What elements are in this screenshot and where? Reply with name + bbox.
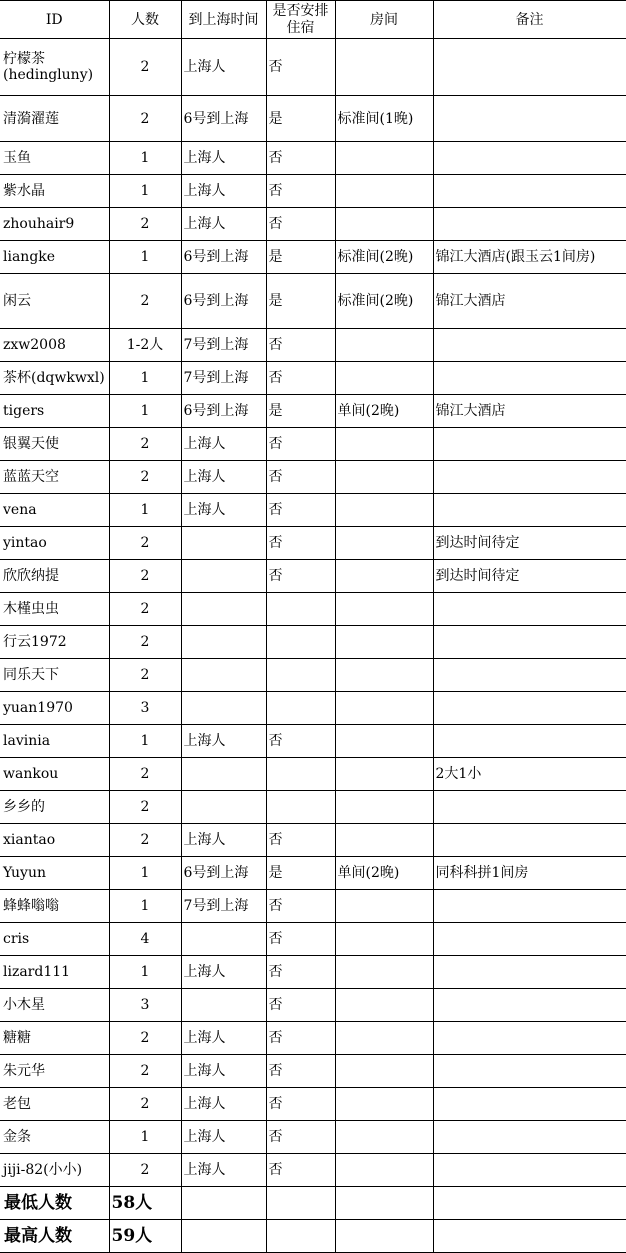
cell-count[interactable]: 1 [109,175,181,208]
cell-lodging[interactable]: 否 [266,1055,335,1088]
cell-id[interactable]: 银翼天使 [0,428,109,461]
cell-lodging[interactable]: 否 [266,461,335,494]
table-row [0,692,626,725]
cell-lodging[interactable] [266,626,335,659]
cell-note[interactable]: 同科科拼1间房 [433,857,626,890]
cell-note[interactable]: 锦江大酒店(跟玉云1间房) [433,241,626,274]
cell-note[interactable]: 锦江大酒店 [433,274,626,329]
cell-note[interactable] [433,659,626,692]
cell-room[interactable] [335,175,433,208]
cell-count[interactable]: 1 [109,1121,181,1154]
table-row [0,560,626,593]
cell-id[interactable]: yuan1970 [0,692,109,725]
cell-room[interactable] [335,989,433,1022]
cell-arrival[interactable] [181,791,266,824]
cell-id[interactable]: 行云1972 [0,626,109,659]
cell-id[interactable]: liangke [0,241,109,274]
cell-id[interactable]: 老包 [0,1088,109,1121]
cell-lodging[interactable] [266,692,335,725]
cell-arrival[interactable]: 上海人 [181,956,266,989]
header-id[interactable]: ID [0,1,109,39]
table-row [0,175,626,208]
cell-note[interactable]: 2大1小 [433,758,626,791]
cell-lodging[interactable]: 否 [266,1121,335,1154]
total-label[interactable]: 最高人数 [0,1220,109,1253]
cell-arrival[interactable]: 上海人 [181,142,266,175]
cell-note[interactable] [433,692,626,725]
table-row [0,1121,626,1154]
cell-room[interactable] [335,1088,433,1121]
table-row [0,1022,626,1055]
cell-count[interactable]: 1 [109,362,181,395]
cell-id[interactable]: 柠檬茶(hedingluny) [0,39,109,96]
header-row [0,1,626,39]
cell-arrival[interactable] [181,659,266,692]
cell-id[interactable]: xiantao [0,824,109,857]
cell-arrival[interactable] [181,989,266,1022]
cell-count[interactable]: 2 [109,758,181,791]
cell-id[interactable]: zxw2008 [0,329,109,362]
cell-lodging[interactable]: 是 [266,274,335,329]
empty-cell[interactable] [433,1220,626,1253]
cell-note[interactable] [433,956,626,989]
cell-count[interactable]: 1-2人 [109,329,181,362]
cell-arrival[interactable]: 上海人 [181,1088,266,1121]
cell-room[interactable] [335,725,433,758]
header-note[interactable]: 备注 [433,1,626,39]
cell-lodging[interactable]: 否 [266,39,335,96]
cell-note[interactable] [433,890,626,923]
cell-lodging[interactable]: 否 [266,1022,335,1055]
cell-note[interactable] [433,208,626,241]
cell-count[interactable]: 2 [109,560,181,593]
empty-cell[interactable] [335,1220,433,1253]
cell-arrival[interactable]: 7号到上海 [181,329,266,362]
cell-note[interactable]: 到达时间待定 [433,527,626,560]
cell-id[interactable]: zhouhair9 [0,208,109,241]
cell-note[interactable] [433,1088,626,1121]
cell-lodging[interactable]: 否 [266,527,335,560]
cell-count[interactable]: 2 [109,824,181,857]
cell-note[interactable] [433,1055,626,1088]
cell-lodging[interactable]: 是 [266,241,335,274]
cell-id[interactable]: Yuyun [0,857,109,890]
table-row [0,1154,626,1187]
cell-note[interactable] [433,1154,626,1187]
cell-room[interactable] [335,659,433,692]
cell-arrival[interactable]: 上海人 [181,1022,266,1055]
cell-note[interactable] [433,626,626,659]
cell-id[interactable]: wankou [0,758,109,791]
cell-room[interactable] [335,494,433,527]
cell-note[interactable] [433,96,626,142]
empty-cell[interactable] [266,1187,335,1220]
cell-note[interactable] [433,791,626,824]
cell-arrival[interactable]: 上海人 [181,1055,266,1088]
cell-lodging[interactable]: 否 [266,1088,335,1121]
cell-arrival[interactable]: 上海人 [181,725,266,758]
cell-arrival[interactable]: 6号到上海 [181,241,266,274]
cell-room[interactable] [335,1055,433,1088]
table-row [0,758,626,791]
cell-arrival[interactable]: 6号到上海 [181,96,266,142]
header-lodging[interactable]: 是否安排住宿 [266,1,335,39]
cell-count[interactable]: 3 [109,692,181,725]
cell-room[interactable] [335,923,433,956]
cell-room[interactable]: 标准间(2晚) [335,274,433,329]
cell-count[interactable]: 1 [109,494,181,527]
cell-id[interactable]: vena [0,494,109,527]
cell-arrival[interactable]: 上海人 [181,824,266,857]
table-row [0,725,626,758]
cell-id[interactable]: 小木星 [0,989,109,1022]
cell-count[interactable]: 2 [109,659,181,692]
cell-lodging[interactable] [266,758,335,791]
cell-arrival[interactable]: 6号到上海 [181,274,266,329]
cell-arrival[interactable]: 上海人 [181,461,266,494]
cell-room[interactable] [335,824,433,857]
table-row [0,494,626,527]
cell-arrival[interactable]: 上海人 [181,208,266,241]
cell-id[interactable]: 玉鱼 [0,142,109,175]
cell-count[interactable]: 1 [109,241,181,274]
cell-note[interactable]: 到达时间待定 [433,560,626,593]
cell-count[interactable]: 2 [109,39,181,96]
cell-room[interactable] [335,791,433,824]
cell-lodging[interactable]: 否 [266,208,335,241]
total-row [0,1187,626,1220]
table-row [0,1055,626,1088]
cell-id[interactable]: 蜂蜂嗡嗡 [0,890,109,923]
cell-id[interactable]: cris [0,923,109,956]
cell-room[interactable]: 标准间(2晚) [335,241,433,274]
cell-count[interactable]: 2 [109,461,181,494]
cell-note[interactable] [433,725,626,758]
cell-note[interactable] [433,1022,626,1055]
cell-lodging[interactable] [266,791,335,824]
cell-arrival[interactable]: 上海人 [181,1154,266,1187]
cell-room[interactable] [335,890,433,923]
cell-room[interactable] [335,593,433,626]
cell-lodging[interactable]: 否 [266,175,335,208]
cell-note[interactable]: 锦江大酒店 [433,395,626,428]
cell-lodging[interactable]: 否 [266,494,335,527]
cell-room[interactable] [335,461,433,494]
cell-room[interactable] [335,208,433,241]
cell-note[interactable] [433,1121,626,1154]
cell-id[interactable]: tigers [0,395,109,428]
cell-room[interactable]: 单间(2晚) [335,857,433,890]
table-row [0,208,626,241]
total-value[interactable]: 59人 [109,1220,181,1253]
cell-note[interactable] [433,461,626,494]
cell-arrival[interactable] [181,626,266,659]
empty-cell[interactable] [335,1187,433,1220]
cell-count[interactable]: 2 [109,96,181,142]
cell-count[interactable]: 2 [109,593,181,626]
cell-lodging[interactable]: 否 [266,142,335,175]
cell-count[interactable]: 1 [109,956,181,989]
header-room[interactable]: 房间 [335,1,433,39]
header-arrival[interactable]: 到上海时间 [181,1,266,39]
table-row [0,461,626,494]
cell-id[interactable]: 金条 [0,1121,109,1154]
cell-count[interactable]: 2 [109,1088,181,1121]
cell-lodging[interactable]: 是 [266,395,335,428]
cell-note[interactable] [433,329,626,362]
total-row [0,1220,626,1253]
cell-note[interactable] [433,593,626,626]
cell-arrival[interactable] [181,923,266,956]
table-row [0,626,626,659]
cell-count[interactable]: 3 [109,989,181,1022]
table-row [0,527,626,560]
cell-note[interactable] [433,989,626,1022]
cell-note[interactable] [433,175,626,208]
cell-lodging[interactable]: 否 [266,560,335,593]
cell-count[interactable]: 2 [109,1055,181,1088]
empty-cell[interactable] [181,1187,266,1220]
cell-lodging[interactable]: 否 [266,890,335,923]
cell-lodging[interactable] [266,659,335,692]
cell-arrival[interactable] [181,758,266,791]
table-row [0,791,626,824]
cell-count[interactable]: 2 [109,428,181,461]
table-row [0,274,626,329]
cell-arrival[interactable]: 6号到上海 [181,395,266,428]
cell-arrival[interactable] [181,692,266,725]
table-row [0,428,626,461]
cell-arrival[interactable]: 上海人 [181,494,266,527]
cell-lodging[interactable]: 是 [266,857,335,890]
cell-id[interactable]: yintao [0,527,109,560]
cell-lodging[interactable]: 否 [266,923,335,956]
cell-lodging[interactable]: 否 [266,989,335,1022]
table-row [0,956,626,989]
header-count[interactable]: 人数 [109,1,181,39]
table-row [0,395,626,428]
cell-count[interactable]: 2 [109,1022,181,1055]
cell-note[interactable] [433,923,626,956]
cell-note[interactable] [433,362,626,395]
cell-note[interactable] [433,428,626,461]
cell-id[interactable]: 木槿虫虫 [0,593,109,626]
cell-room[interactable] [335,1022,433,1055]
cell-id[interactable]: lavinia [0,725,109,758]
cell-id[interactable]: 乡乡的 [0,791,109,824]
empty-cell[interactable] [433,1187,626,1220]
cell-id[interactable]: 同乐天下 [0,659,109,692]
cell-room[interactable] [335,1121,433,1154]
cell-arrival[interactable]: 7号到上海 [181,890,266,923]
table-row [0,923,626,956]
empty-cell[interactable] [181,1220,266,1253]
cell-room[interactable] [335,626,433,659]
cell-lodging[interactable] [266,593,335,626]
table-row [0,824,626,857]
cell-lodging[interactable]: 否 [266,362,335,395]
cell-id[interactable]: lizard111 [0,956,109,989]
table-row [0,142,626,175]
cell-arrival[interactable] [181,527,266,560]
cell-id[interactable]: 欣欣纳提 [0,560,109,593]
table-row [0,890,626,923]
cell-room[interactable] [335,329,433,362]
total-value[interactable]: 58人 [109,1187,181,1220]
cell-count[interactable]: 4 [109,923,181,956]
cell-room[interactable]: 标准间(1晚) [335,96,433,142]
cell-room[interactable] [335,39,433,96]
cell-arrival[interactable]: 7号到上海 [181,362,266,395]
cell-id[interactable]: 紫水晶 [0,175,109,208]
table-row [0,39,626,96]
cell-id[interactable]: 闲云 [0,274,109,329]
cell-lodging[interactable]: 否 [266,956,335,989]
cell-id[interactable]: 茶杯(dqwkwxl) [0,362,109,395]
table-row [0,659,626,692]
cell-lodging[interactable]: 否 [266,428,335,461]
cell-room[interactable] [335,428,433,461]
cell-count[interactable]: 1 [109,395,181,428]
cell-id[interactable]: 清漪濯莲 [0,96,109,142]
cell-arrival[interactable]: 上海人 [181,1121,266,1154]
cell-count[interactable]: 1 [109,725,181,758]
cell-lodging[interactable]: 否 [266,1154,335,1187]
cell-count[interactable]: 2 [109,208,181,241]
cell-note[interactable] [433,824,626,857]
cell-count[interactable]: 1 [109,142,181,175]
cell-room[interactable] [335,142,433,175]
cell-note[interactable] [433,39,626,96]
table-row [0,362,626,395]
cell-count[interactable]: 2 [109,626,181,659]
cell-arrival[interactable] [181,560,266,593]
cell-note[interactable] [433,494,626,527]
cell-count[interactable]: 1 [109,857,181,890]
table-row [0,989,626,1022]
cell-room[interactable] [335,1154,433,1187]
cell-lodging[interactable]: 是 [266,96,335,142]
cell-lodging[interactable]: 否 [266,725,335,758]
cell-count[interactable]: 1 [109,890,181,923]
cell-room[interactable] [335,362,433,395]
cell-id[interactable]: 糖糖 [0,1022,109,1055]
cell-count[interactable]: 2 [109,791,181,824]
cell-id[interactable]: jiji-82(小小) [0,1154,109,1187]
cell-count[interactable]: 2 [109,1154,181,1187]
cell-room[interactable] [335,758,433,791]
cell-note[interactable] [433,142,626,175]
table-row [0,329,626,362]
cell-count[interactable]: 2 [109,274,181,329]
cell-room[interactable] [335,692,433,725]
cell-room[interactable] [335,560,433,593]
total-label[interactable]: 最低人数 [0,1187,109,1220]
cell-arrival[interactable]: 上海人 [181,39,266,96]
cell-arrival[interactable]: 上海人 [181,175,266,208]
cell-room[interactable] [335,956,433,989]
cell-id[interactable]: 朱元华 [0,1055,109,1088]
table-row [0,241,626,274]
cell-room[interactable]: 单间(2晚) [335,395,433,428]
cell-count[interactable]: 2 [109,527,181,560]
empty-cell[interactable] [266,1220,335,1253]
table-row [0,593,626,626]
cell-room[interactable] [335,527,433,560]
table-row [0,96,626,142]
cell-id[interactable]: 蓝蓝天空 [0,461,109,494]
cell-lodging[interactable]: 否 [266,329,335,362]
cell-lodging[interactable]: 否 [266,824,335,857]
table-row [0,857,626,890]
cell-arrival[interactable]: 6号到上海 [181,857,266,890]
cell-arrival[interactable] [181,593,266,626]
cell-arrival[interactable]: 上海人 [181,428,266,461]
table-row [0,1088,626,1121]
